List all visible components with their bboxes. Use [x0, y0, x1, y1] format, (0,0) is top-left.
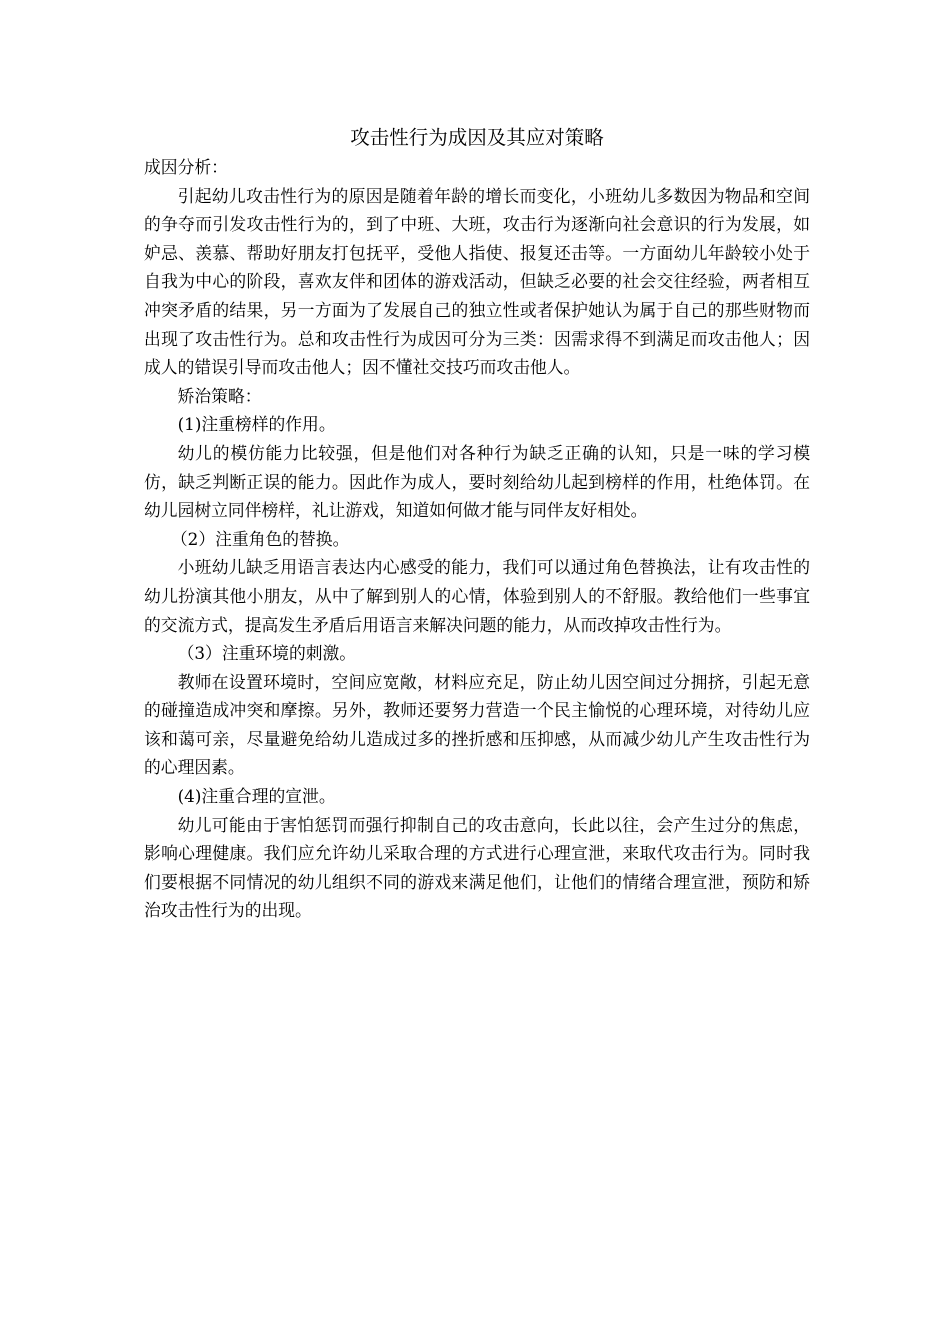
strategy-heading: 矫治策略： — [177, 385, 262, 406]
strategy-2-paragraph: 小班幼儿缺乏用语言表达内心感受的能力，我们可以通过角色替换法，让有攻击性的幼儿扮演其他小朋友，从中了解到别人的心情，体验到别人的不舒服。教给他们一些事宜的交流方式，提高发生矛盾后用语言来解决问题的能力，从而改掉攻击性行为。 — [144, 557, 810, 635]
strategy-1-paragraph: 幼儿的模仿能力比较强，但是他们对各种行为缺乏正确的认知，只是一味的学习模仿，缺乏判断正误的能力。因此作为成人，要时刻给幼儿起到榜样的作用，杜绝体罚。在幼儿园树立同伴榜样，礼让游戏，知道如何做才能与同伴友好相处。 — [144, 442, 810, 521]
strategy-2-heading: （2）注重角色的替换。 — [170, 528, 350, 549]
strategy-1-heading: (1)注重榜样的作用。 — [177, 414, 336, 435]
strategy-4-heading: (4)注重合理的宣泄。 — [177, 786, 336, 807]
strategy-3-paragraph: 教师在设置环境时，空间应宽敞，材料应充足，防止幼儿因空间过分拥挤，引起无意的碰撞造成冲突和摩擦。另外，教师还要努力营造一个民主愉悦的心理环境，对待幼儿应该和蔼可亲，尽量避免给幼儿造成过多的挫折感和压抑感，从而减少幼儿产生攻击性行为的心理因素。 — [144, 671, 810, 778]
document-page — [144, 121, 810, 925]
document-title: 攻击性行为成因及其应对策略 — [350, 126, 604, 149]
cause-heading: 成因分析： — [144, 157, 228, 177]
cause-paragraph: 引起幼儿攻击性行为的原因是随着年龄的增长而变化，小班幼儿多数因为物品和空间的争夺而引发攻击性行为的，到了中班、大班，攻击行为逐渐向社会意识的行为发展，如妒忌、羡慕、帮助好朋友打包抚平，受他人指使、报复还击等。一方面幼儿年龄较小处于自我为中心的阶段，喜欢友伴和团体的游戏活动，但缺乏必要的社会交往经验，两者相互冲突矛盾的结果，另一方面为了发展自己的独立性或者保护她认为属于自己的那些财物而出现了攻击性行为。总和攻击性行为成因可分为三类：因需求得不到满足而攻击他人；因成人的错误引导而攻击他人；因不懂社交技巧而攻击他人。 — [144, 185, 810, 378]
strategy-3-heading: （3）注重环境的刺激。 — [177, 643, 357, 664]
strategy-4-paragraph: 幼儿可能由于害怕惩罚而强行抑制自己的攻击意向，长此以往，会产生过分的焦虑，影响心理健康。我们应允许幼儿采取合理的方式进行心理宣泄，来取代攻击行为。同时我们要根据不同情况的幼儿组织不同的游戏来满足他们，让他们的情绪合理宣泄，预防和矫治攻击性行为的出现。 — [144, 814, 810, 921]
